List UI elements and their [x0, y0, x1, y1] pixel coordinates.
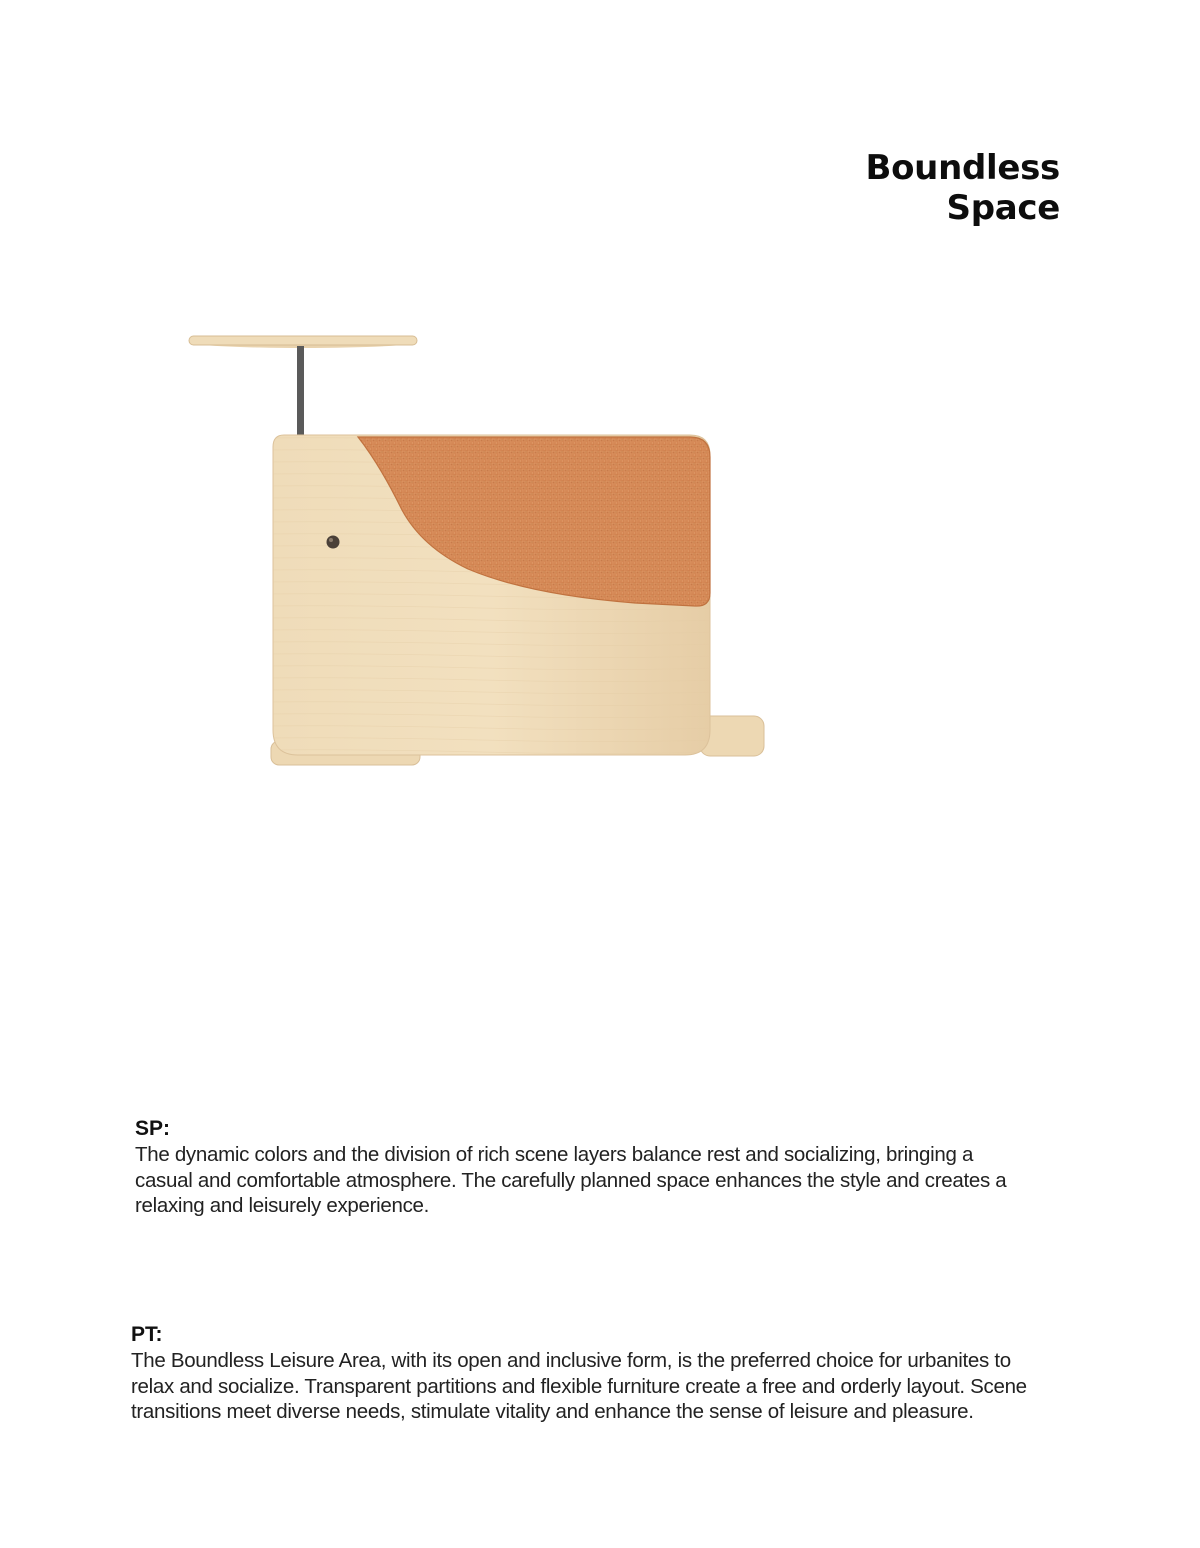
wooden-stool-icon	[180, 325, 780, 775]
sp-label: SP:	[135, 1117, 171, 1140]
eye-knob	[327, 536, 340, 549]
pt-text: The Boundless Leisure Area, with its open and inclusive form, is the preferred choice for urbanites to relax and socialize. Transparent partitions and flexible furniture create a free and orderly layout. Scene transitions meet diverse needs, stimulate vitality and enhance the sense of leisure and pleasure.	[131, 1349, 1027, 1423]
sp-text: The dynamic colors and the division of rich scene layers balance rest and socializing, bringing a casual and comfortable atmosphere. The carefully planned space enhances the style and creates a relaxing and leisurely experience.	[135, 1143, 1007, 1217]
side-table-pole	[297, 346, 304, 441]
sp-section	[135, 1116, 1035, 1219]
pt-section	[131, 1322, 1031, 1425]
page-title: Boundless Space	[865, 148, 1060, 228]
pt-label: PT:	[131, 1323, 163, 1346]
